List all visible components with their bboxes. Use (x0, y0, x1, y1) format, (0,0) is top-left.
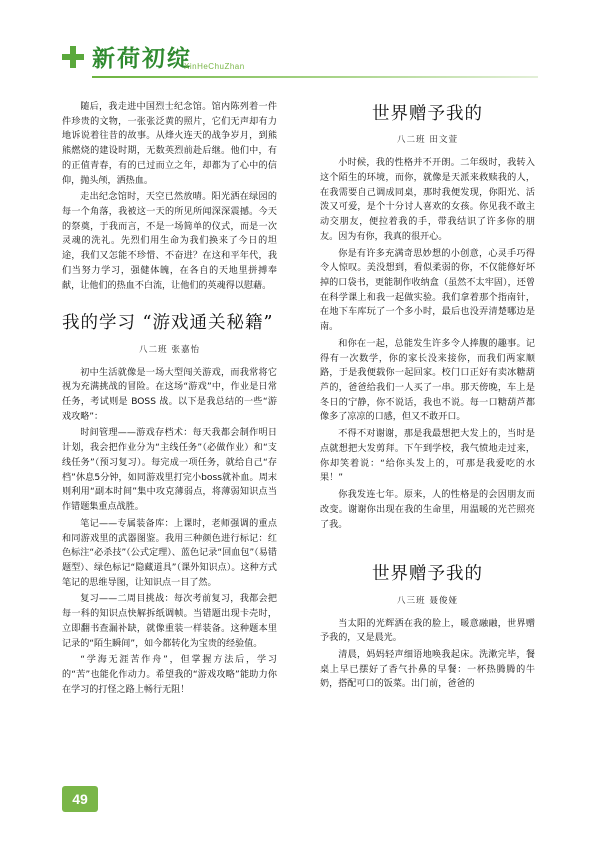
page-number: 49 (72, 791, 88, 807)
paragraph: 笔记——专属装备库：上课时，老师强调的重点和同游戏里的武器图鉴。我用三种颜色进行标记：红色标注“必杀技”（公式定理）、蓝色记录“回血包”（易错题型）、绿色标记“隐藏道具”（课外知识点）。这种方式笔记的思维导图，让知识点一目了然。 (62, 518, 277, 588)
paragraph: 不得不对谢谢，那是我最想把大发上的，当时是点就想把大发剪拜。下午到学校，我气愤地走过来，你却笑着说：“给你头发上的，可那是我爱吃的水果！” (320, 429, 535, 484)
article-title-world-gift-2: 世界赠予我的 (372, 564, 483, 585)
article-byline: 八二班 田文萱 (396, 135, 459, 146)
paragraph: 走出纪念馆时，天空已然放晴。阳光洒在绿园的每一个角落，我被这一天的所见所闻深深震撼。今天的祭奠，于我而言，不是一场简单的仪式，而是一次灵魂的洗礼。先烈们用生命为我们换来了今日的坦途，我们又怎能不珍惜、不奋进？在这和平年代，我们当努力学习，强健体魄，在各自的天地里拼搏奉献，让他们的热血不白流，让他们的英魂得以慰藉。 (62, 192, 277, 291)
paragraph: 随后，我走进中国烈士纪念馆。馆内陈列着一件件珍贵的文物，一张张泛黄的照片，它们无声却有力地诉说着往昔的故事。从烽火连天的战争岁月，到熊熊燃烧的建设时期，无数英烈前赴后继。他们中，有的正值青春，有的已过而立之年，却都为了心中的信仰，抛头颅，洒热血。 (62, 102, 277, 186)
page-header (62, 42, 538, 84)
green-cross-icon (62, 46, 84, 68)
paragraph: 初中生活就像是一场大型闯关游戏，而我常将它视为充满挑战的冒险。在这场“游戏”中，作业是日常任务，考试则是 BOSS 战。以下是我总结的一些“游戏攻略”： (62, 367, 277, 422)
article-title-world-gift-1: 世界赠予我的 (372, 104, 483, 124)
paragraph: 和你在一起，总能发生许多令人捧腹的趣事。记得有一次数学，你的家长没来接你，而我们两家顺路，于是我便载你一起回家。校门口正好有卖冰糖葫芦的，爸爸给我们一人买了一串。那天傍晚，车上是冬日的宁静，你不说话，我也不说。每一口糖葫芦都像多了凉凉的口感，但又不敢开口。 (320, 338, 535, 423)
right-column (320, 100, 535, 694)
left-column (62, 100, 277, 699)
paragraph: 小时候，我的性格并不开朗。二年级时，我转入这个陌生的环境，而你，就像是天派来救赎我的人，在我需要自己调成同桌，那时我便发现，你阳光、活泼又可爱，是个十分讨人喜欢的女孩。你见我不敢主动交朋友，便拉着我的手，带我结识了许多你的朋友。因为有你，我真的很开心。 (320, 158, 535, 242)
article-title-study: 我的学习 “游戏通关秘籍” (62, 313, 274, 334)
page-number-badge (62, 786, 98, 812)
section-title: 新荷初绽 (92, 46, 192, 72)
paragraph: 清晨，妈妈轻声细语地唤我起床。洗漱完毕，餐桌上早已摆好了香气扑鼻的早餐：一杯热腾腾的牛奶，搭配可口的饭菜。出门前，爸爸的 (320, 649, 535, 690)
paragraph: 当太阳的光辉洒在我的脸上，暖意融融，世界赠予我的，又是晨光。 (320, 618, 535, 644)
paragraph: 复习——二周目挑战：每次考前复习，我都会把每一科的知识点快解拆纸调帧。当错题出现卡壳时，立即翻书查漏补缺，就像重装一样装备。这种题本里记录的“陌生瞬间”，如今都转化为宝贵的经验值。 (62, 594, 277, 649)
section-title-pinyin: XinHeChuZhan (184, 62, 245, 71)
header-divider (92, 76, 538, 78)
paragraph: “学海无涯苦作舟”，但掌握方法后，学习的“苦”也能化作动力。希望我的“游戏攻略”能助力你在学习的打怪之路上畅行无阻！ (62, 655, 277, 695)
article-byline: 八三班 聂俊娅 (396, 595, 459, 606)
paragraph: 你是有许多充满奇思妙想的小创意，心灵手巧得令人惊叹。美没想到，看似柔弱的你，不仅能修好坏掉的口袋书，更能制作收纳盒（虽然不太牢固），还曾在科学课上和我一起做实验。我们拿着那个指南针，在地下车库玩了一个多小时，最后也没弄清楚哪边是南。 (320, 248, 535, 333)
article-byline: 八二班 张嘉怡 (138, 344, 201, 355)
paragraph: 时间管理——游戏存档术：每天我都会制作明日计划，我会把作业分为“主线任务”（必做作业）和“支线任务”（预习复习）。每完成一项任务，就给自己“存档”休息5分钟，如同游戏里打完小boss就补血。周末则利用“副本时间”集中攻克薄弱点，将薄弱知识点当作错题集重点战胜。 (62, 428, 277, 513)
paragraph: 你我发连七年。原来，人的性格是的会因朋友而改变。谢谢你出现在我的生命里，用温暖的光芒照亮了我。 (320, 490, 535, 530)
